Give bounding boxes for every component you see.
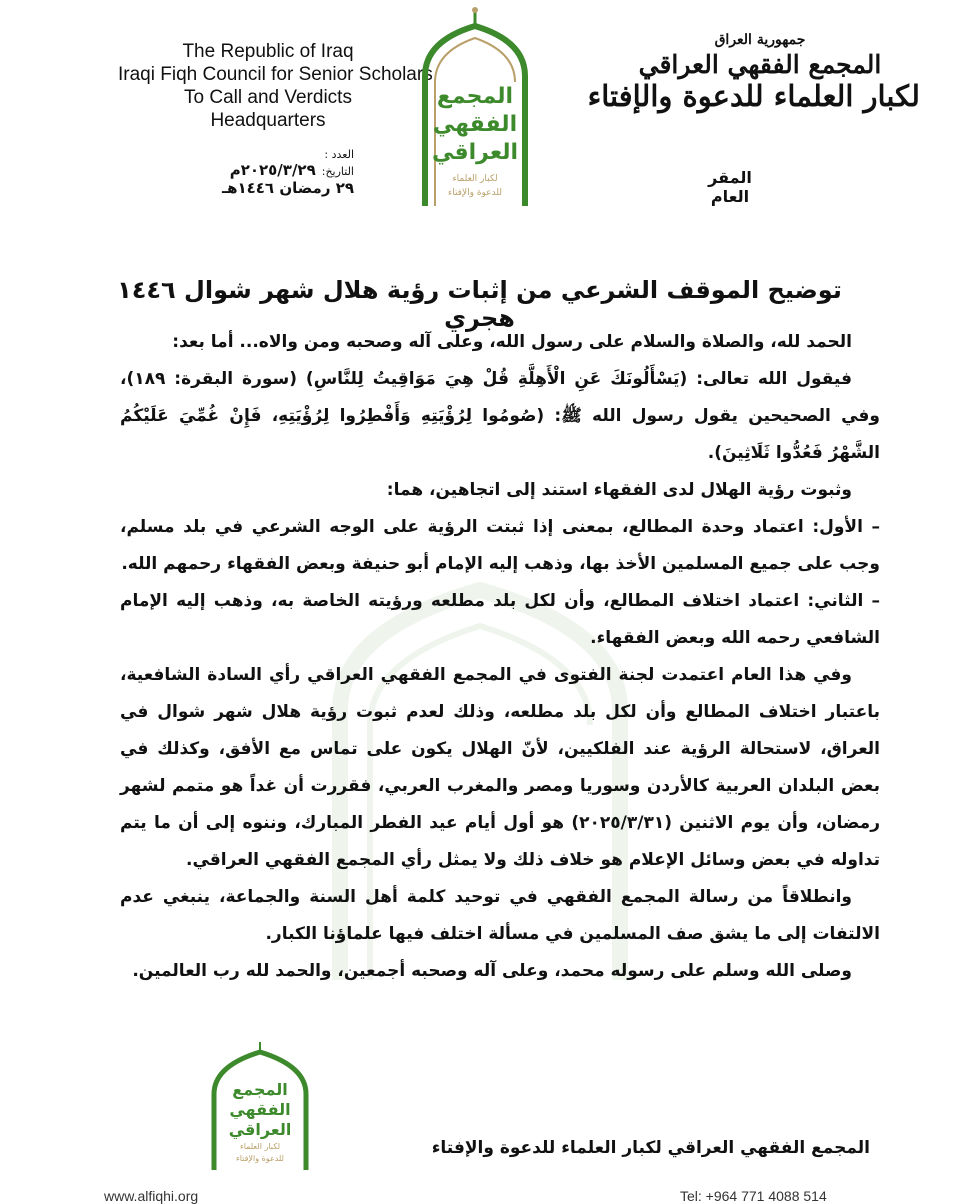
- english-line-mission: To Call and Verdicts: [184, 87, 352, 108]
- calligraphy-council: المجمع الفقهي العراقي: [638, 50, 882, 79]
- footer-phone: Tel: +964 771 4088 514: [680, 1188, 827, 1204]
- body-view-first: – الأول: اعتماد وحدة المطالع، بمعنى إذا ثبتت الرؤية على الوجه الشرعي في بلد مسلم، وجب على جميع المسلمين الأخذ بها، وذهب إليه الإمام أبو حنيفة وبعض الفقهاء رحمهم الله.: [120, 517, 880, 574]
- english-header: [118, 40, 433, 132]
- letter-body: [120, 324, 880, 990]
- stamp-line-1: المجمع: [232, 1080, 288, 1099]
- stamp-sub-2: للدعوة والإفتاء: [235, 1154, 284, 1163]
- body-unity: وانطلاقاً من رسالة المجمع الفقهي في توحيد كلمة أهل السنة والجماعة، ينبغي عدم الالتفات إلى ما يشق صف المسلمين في مسألة اختلف فيها علماؤنا الكبار.: [120, 887, 880, 944]
- body-two-views-intro: وثبوت رؤية الهلال لدى الفقهاء استند إلى اتجاهين، هما:: [386, 480, 852, 500]
- calligraphy-scholars: لكبار العلماء للدعوة والإفتاء: [587, 79, 920, 113]
- hijri-row: [178, 179, 354, 197]
- date-row: [178, 161, 354, 179]
- logo-line-2: الفقهي: [432, 112, 518, 137]
- document-meta: [178, 148, 354, 197]
- signature-line: المجمع الفقهي العراقي لكبار العلماء للدعوة والإفتاء: [431, 1138, 870, 1158]
- logo-sub-2: للدعوة والإفتاء: [447, 188, 502, 198]
- arabic-calligraphy-header: [587, 30, 920, 190]
- body-closing: وصلى الله وسلم على رسوله محمد، وعلى آله وصحبه أجمعين، والحمد لله رب العالمين.: [132, 961, 852, 981]
- number-label: العدد :: [324, 148, 354, 161]
- english-line-headquarters: Headquarters: [210, 110, 326, 131]
- english-line-council: Iraqi Fiqh Council for Senior Scholars: [118, 64, 433, 85]
- date-label: التاريخ:: [321, 165, 354, 178]
- footer-website: www.alfiqhi.org: [104, 1188, 199, 1204]
- logo-line-3: العراقي: [431, 140, 519, 165]
- body-decision: وفي هذا العام اعتمدت لجنة الفتوى في المجمع الفقهي العراقي رأي السادة الشافعية، باعتبار اختلاف المطالع وأن لكل بلد مطلعه، وذلك لعدم ثبوت رؤية هلال شهر شوال في العراق، لاستحالة الرؤية عند الفلكيين، لأنّ الهلال يكون على تماس مع الأفق، وكذلك في بعض البلدان العربية كالأردن وسوريا ومصر والمغرب العربي، فقررت أن غداً هو متمم لشهر رمضان، وأن يوم الاثنين (٢٠٢٥/٣/٣١) هو أول أيام عيد الفطر المبارك، وننوه إلى أن ما يتم تداوله في بعض وسائل الإعلام هو خلاف ذلك ولا يمثل رأي المجمع الفقهي العراقي.: [120, 665, 880, 870]
- headquarters-arabic: المقر العام: [708, 168, 752, 206]
- date-gregorian: ٢٠٢٥/٣/٢٩م: [229, 161, 316, 179]
- stamp-sub-1: لكبار العلماء: [239, 1142, 281, 1151]
- date-hijri: ٢٩ رمضان ١٤٤٦هـ: [221, 179, 354, 197]
- body-quran-hadith: فيقول الله تعالى: (يَسْأَلُونَكَ عَنِ الْأَهِلَّةِ قُلْ هِيَ مَوَاقِيتُ لِلنَّاسِ) (سورة البقرة: ١٨٩)، وفي الصحيحين يقول رسول الله ﷺ: (صُومُوا لِرُؤْيَتِهِ وَأَفْطِرُوا لِرُؤْيَتِهِ، فَإِنْ غُمِّيَ عَلَيْكُمُ الشَّهْرُ فَعُدُّوا ثَلَاثِينَ).: [120, 369, 880, 463]
- logo-line-1: المجمع: [436, 84, 514, 109]
- body-view-second: – الثاني: اعتماد اختلاف المطالع، وأن لكل بلد مطلعه ورؤيته الخاصة به، وذهب إليه الإمام الشافعي رحمه الله وبعض الفقهاء.: [120, 591, 880, 648]
- english-line-country: The Republic of Iraq: [182, 41, 354, 62]
- stamp-line-3: العراقي: [228, 1120, 292, 1139]
- logo-sub-1: لكبار العلماء: [452, 174, 498, 184]
- mosque-arch-icon: [405, 6, 545, 216]
- document-title: توضيح الموقف الشرعي من إثبات رؤية هلال شهر شوال ١٤٤٦ هجري: [117, 276, 842, 332]
- stamp-line-2: الفقهي: [229, 1100, 291, 1119]
- council-logo: [405, 6, 545, 216]
- calligraphy-country: جمهورية العراق: [714, 32, 806, 48]
- body-opening: الحمد لله، والصلاة والسلام على رسول الله، وعلى آله وصحبه ومن والاه... أما بعد:: [172, 332, 852, 352]
- number-row: [178, 148, 354, 161]
